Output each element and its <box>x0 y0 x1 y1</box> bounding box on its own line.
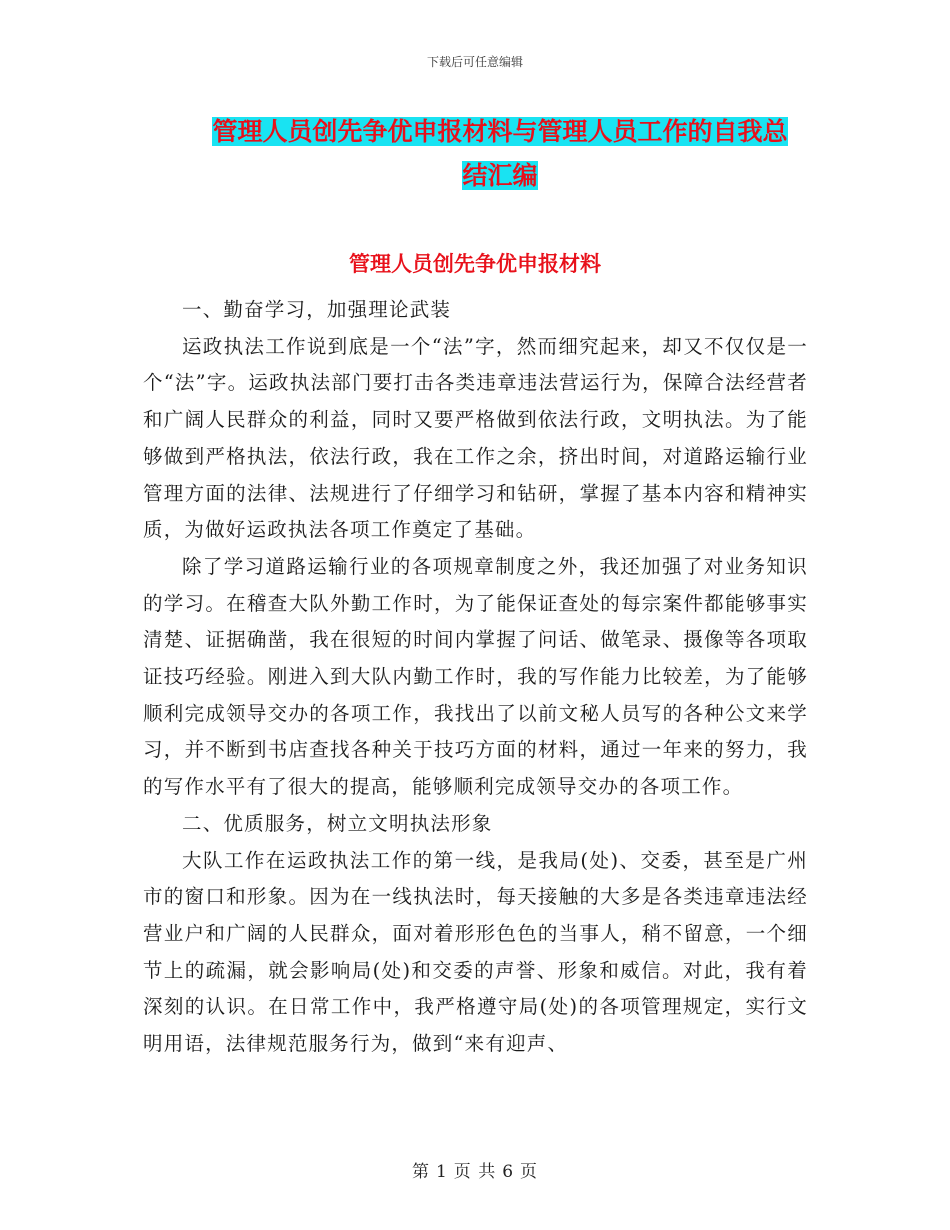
body-paragraph: 大队工作在运政执法工作的第一线，是我局(处)、交委，甚至是广州市的窗口和形象。因为在一线执法时，每天接触的大多是各类违章违法经营业户和广阔的人民群众，面对着形形色色的当事人，稍不留意，一个细节上的疏漏，就会影响局(处)和交委的声誉、形象和威信。对此，我有着深刻的认识。在日常工作中，我严格遵守局(处)的各项管理规定，实行文明用语，法律规范服务行为，做到“来有迎声、 <box>143 848 808 1056</box>
page-suffix: 页 <box>520 1162 539 1182</box>
page-current: 1 <box>435 1162 448 1182</box>
page-middle: 页 共 <box>453 1162 497 1182</box>
heading-paragraph: 一、勤奋学习，加强理论武装 <box>182 298 452 321</box>
section-title: 管理人员创先争优申报材料 <box>349 252 601 276</box>
document-title-line-2: 结汇编 <box>462 161 538 190</box>
body-paragraph: 运政执法工作说到底是一个“法”字，然而细究起来，却又不仅仅是一个“法”字。运政执法部门要打击各类违章违法营运行为，保障合法经营者和广阔人民群众的利益，同时又要严格做到依法行政，文明执法。为了能够做到严格执法，依法行政，我在工作之余，挤出时间，对道路运输行业管理方面的法律、法规进行了仔细学习和钻研，掌握了基本内容和精神实质，为做好运政执法各项工作奠定了基础。 <box>143 334 808 542</box>
document-title <box>190 110 810 198</box>
document-title-line-1: 管理人员创先争优申报材料与管理人员工作的自我总 <box>212 117 788 146</box>
document-body <box>143 292 808 1063</box>
heading-paragraph: 二、优质服务，树立文明执法形象 <box>182 811 493 835</box>
page-total: 6 <box>502 1162 515 1182</box>
body-paragraph: 除了学习道路运输行业的各项规章制度之外，我还加强了对业务知识的学习。在稽查大队外勤工作时，为了能保证查处的每宗案件都能够事实清楚、证据确凿，我在很短的时间内掌握了问话、做笔录、摄像等各项取证技巧经验。刚进入到大队内勤工作时，我的写作能力比较差，为了能够顺利完成领导交办的各项工作，我找出了以前文秘人员写的各种公文来学习，并不断到书店查找各种关于技巧方面的材料，通过一年来的努力，我的写作水平有了很大的提高，能够顺利完成领导交办的各项工作。 <box>143 554 808 799</box>
page-number-footer <box>0 1157 950 1182</box>
page-prefix: 第 <box>411 1162 430 1182</box>
header-note: 下载后可任意编辑 <box>426 55 523 69</box>
